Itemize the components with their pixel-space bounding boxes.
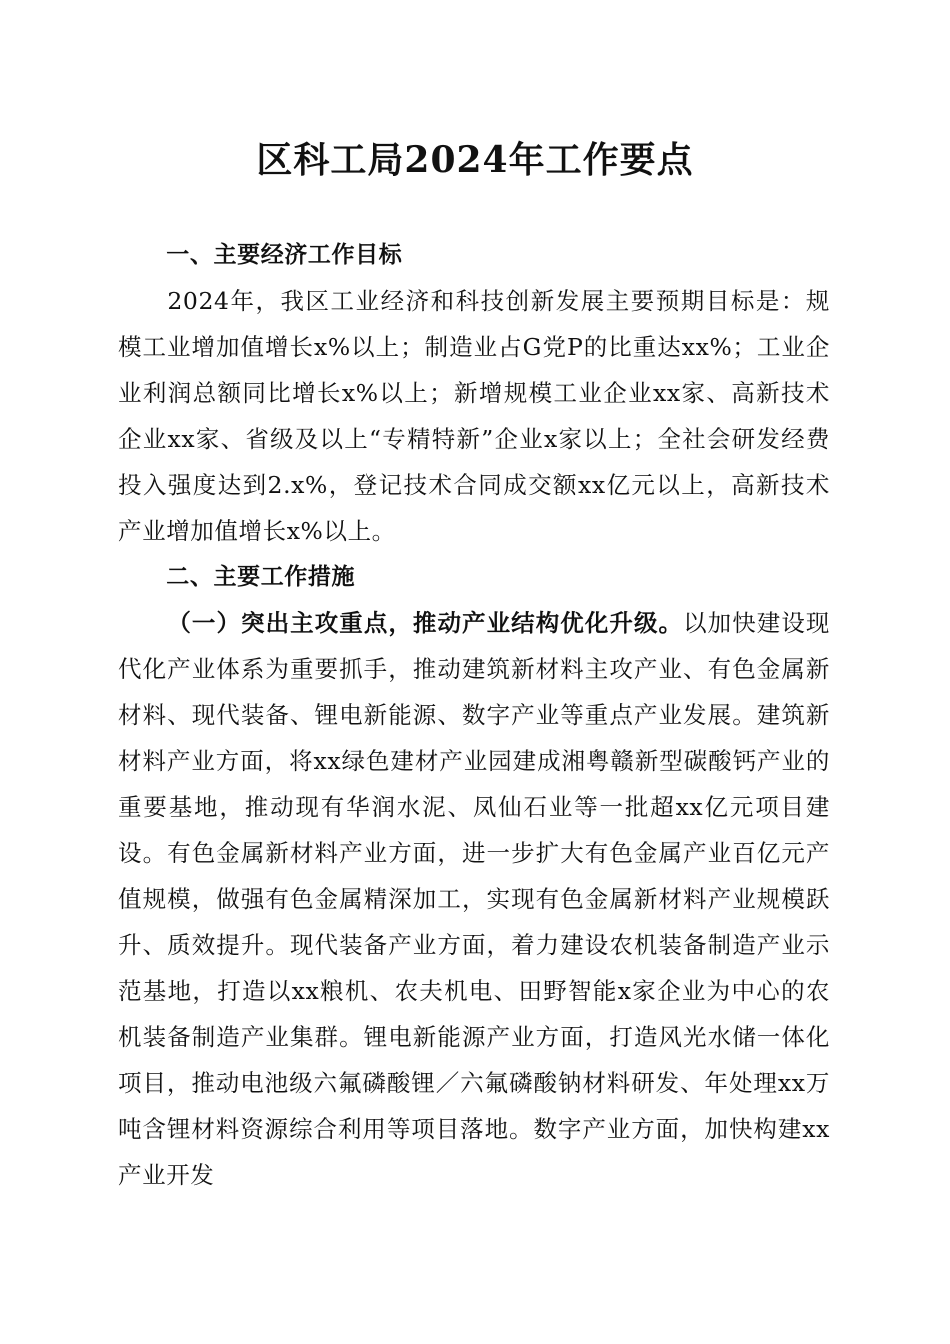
section-paragraph-measures <box>118 600 830 1198</box>
document-body <box>118 232 830 1198</box>
measure-lead-sentence: （一）突出主攻重点，推动产业结构优化升级。 <box>167 609 684 637</box>
document-title: 区科工局2024年工作要点 <box>256 139 694 181</box>
measure-body-text: 以加快建设现代化产业体系为重要抓手，推动建筑新材料主攻产业、有色金属新材料、现代装备、锂电新能源、数字产业等重点产业发展。建筑新材料产业方面，将xx绿色建材产业园建成湘粤赣新型碳酸钙产业的重要基地，推动现有华润水泥、凤仙石业等一批超xx亿元项目建设。有色金属新材料产业方面，进一步扩大有色金属产业百亿元产值规模，做强有色金属精深加工，实现有色金属新材料产业规模跃升、质效提升。现代装备产业方面，着力建设农机装备制造产业示范基地，打造以xx粮机、农夫机电、田野智能x家企业为中心的农机装备制造产业集群。锂电新能源产业方面，打造风光水储一体化项目，推动电池级六氟磷酸锂／六氟磷酸钠材料研发、年处理xx万吨含锂材料资源综合利用等项目落地。数字产业方面，加快构建xx产业开发 <box>118 609 830 1189</box>
section-heading-measures: 二、主要工作措施 <box>166 564 356 590</box>
section-heading-goals: 一、主要经济工作目标 <box>166 242 403 268</box>
section-paragraph-goals: 2024年，我区工业经济和科技创新发展主要预期目标是：规模工业增加值增长x%以上；制造业占G党P的比重达xx%；工业企业利润总额同比增长x%以上；新增规模工业企业xx家、高新技术企业xx家、省级及以上“专精特新”企业x家以上；全社会研发经费投入强度达到2.x%，登记技术合同成交额xx亿元以上，高新技术产业增加值增长x%以上。 <box>118 287 830 545</box>
